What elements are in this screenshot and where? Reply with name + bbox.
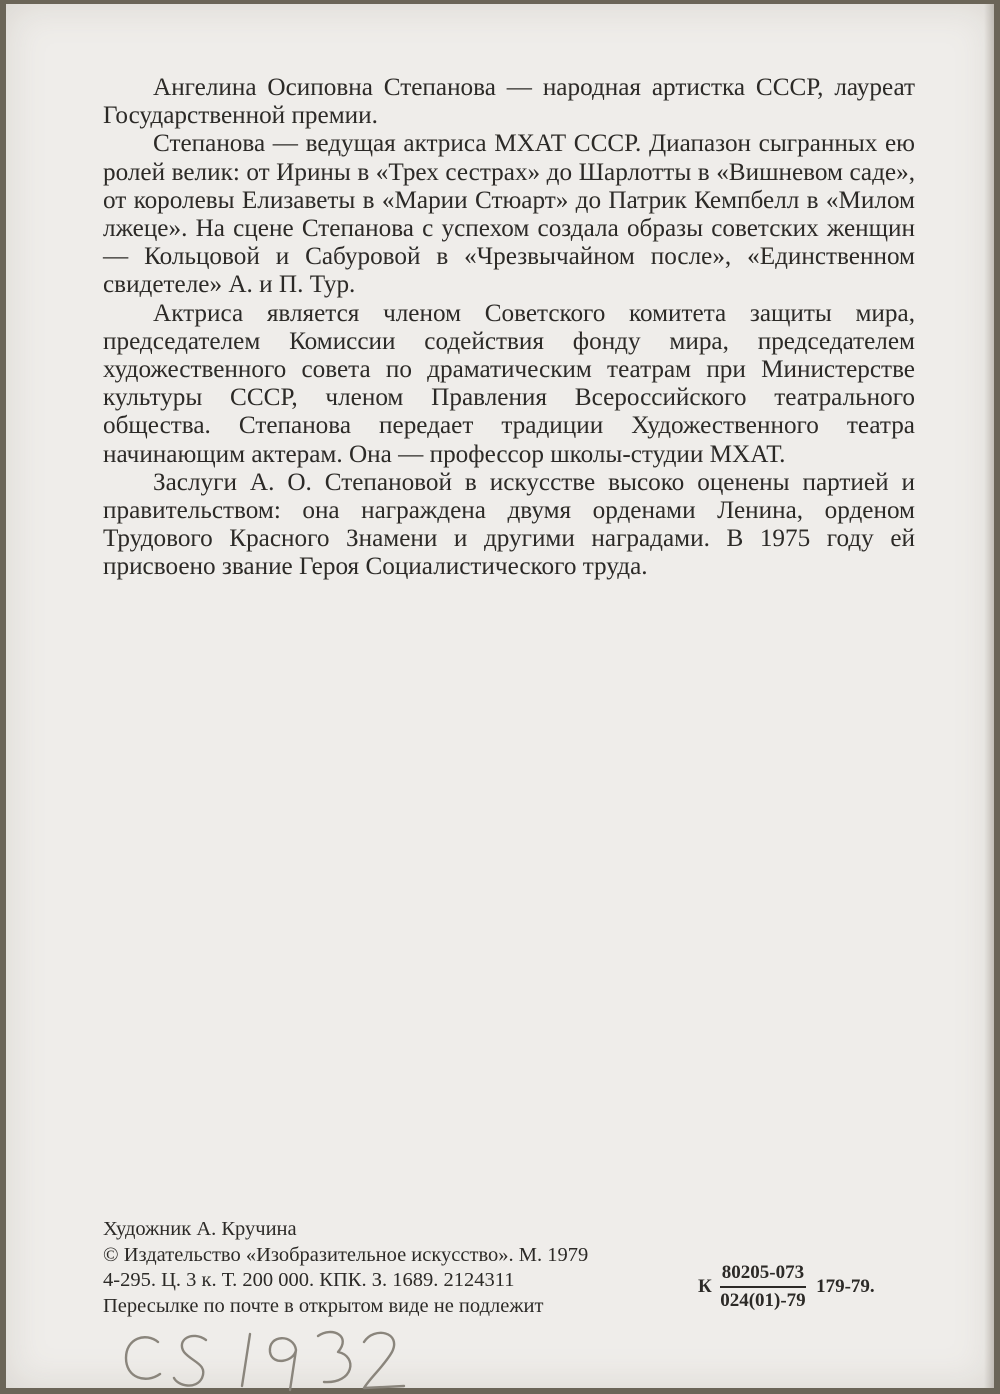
code-numerator: 80205-073 [720, 1262, 806, 1288]
artist-credit: Художник А. Кручина [103, 1218, 297, 1240]
postcard-back [6, 4, 994, 1388]
mail-note: Пересылке по почте в открытом виде не подлежит [103, 1294, 544, 1317]
print-info: 4-295. Ц. 3 к. Т. 200 000. КПК. З. 1689. 2124311 [103, 1269, 515, 1291]
code-suffix: 179-79. [816, 1276, 875, 1297]
imprint [103, 1217, 588, 1319]
catalog-code [698, 1262, 875, 1312]
paragraph-public-work: Актриса является членом Советского комитета защиты мира, председателем Комиссии содействия фонду мира, председателем художественного совета по драматическим театрам при Министерстве культуры СССР, членом Правления Всероссийского театрального общества. Степанова передает традиции Художественного театра начинающим актерам. Она — профессор школы-студии МХАТ. [103, 299, 915, 468]
card-edge-shadow [984, 4, 994, 1388]
code-fraction [720, 1262, 806, 1312]
handwritten-note [118, 1320, 408, 1394]
code-denominator: 024(01)-79 [720, 1290, 806, 1311]
paragraph-roles: Степанова — ведущая актриса МХАТ СССР. Диапазон сыгранных ею ролей велик: от Ирины в «Трех сестрах» до Шарлотты в «Вишневом саде», от королевы Елизаветы в «Марии Стюарт» до Патрик Кемпбелл в «Милом лжеце». На сцене Степанова с успехом создала образы советских женщин — Кольцовой и Сабуровой в «Чрезвычайном после», «Единственном свидетеле» А. и П. Тур. [103, 130, 915, 299]
paragraph-awards: Заслуги А. О. Степановой в искусстве высоко оценены партией и правительством: она награждена двумя орденами Ленина, орденом Трудового Красного Знамени и другими наградами. В 1975 году ей присвоено звание Героя Социалистического труда. [103, 468, 915, 581]
paragraph-intro: Ангелина Осиповна Степанова — народная артистка СССР, лауреат Государственной премии. [103, 74, 915, 130]
biography-text [103, 74, 915, 582]
code-prefix: К [698, 1276, 712, 1297]
publisher-line: © Издательство «Изобразительное искусство». М. 1979 [103, 1243, 589, 1266]
